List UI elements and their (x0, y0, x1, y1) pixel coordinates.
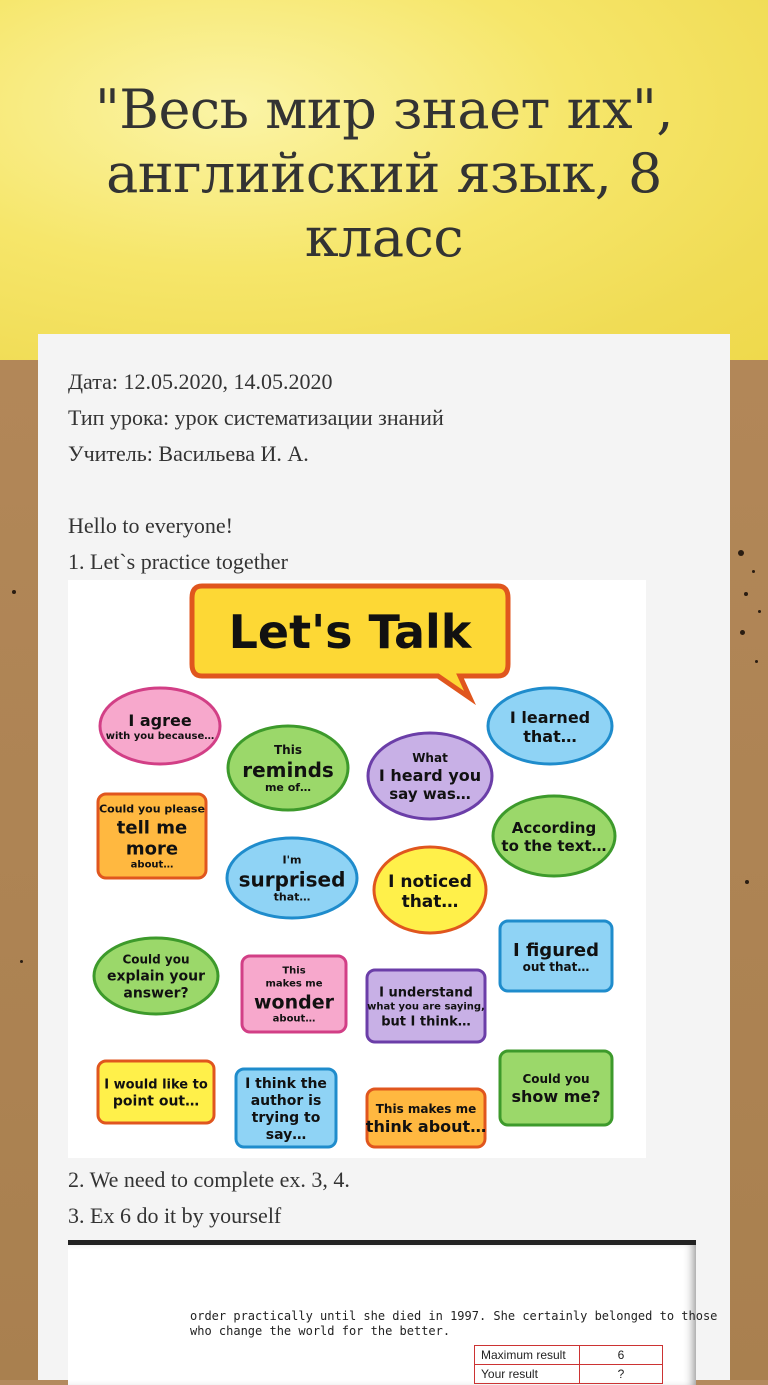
page-title (60, 78, 708, 270)
table-row (475, 1365, 663, 1384)
result-table (474, 1345, 663, 1384)
bubble-text: answer? (123, 985, 189, 1002)
speech-bubble (374, 847, 486, 933)
bubble-text: think about… (365, 1117, 487, 1136)
bubble-text: I would like to (104, 1077, 208, 1093)
greeting-text: Hello to everyone! (68, 513, 233, 538)
bubble-text: about… (130, 859, 174, 871)
bubble-text: Could you please (99, 802, 205, 816)
max-result-label: Maximum result (475, 1346, 580, 1365)
bubble-text: Could you (122, 952, 190, 967)
bubble-text: I figured (513, 940, 599, 961)
lesson-type: Тип урока: урок систематизации знаний (68, 405, 444, 430)
poster-title: Let's Talk (228, 605, 472, 659)
bubble-text: wonder (254, 991, 334, 1014)
header-banner (0, 0, 768, 360)
bubble-text: What (412, 751, 448, 765)
bubble-text: This (274, 743, 302, 757)
exercise-scan (68, 1240, 718, 1385)
steps-after-poster (68, 1162, 708, 1234)
speech-bubble (366, 1089, 486, 1147)
bubble-text: with you because… (105, 731, 215, 742)
speech-bubble (94, 938, 218, 1014)
exercise-line-1: order practically until she died in 1997. She certainly belonged to those (190, 1309, 718, 1323)
speech-bubble (493, 796, 615, 876)
bubble-text: that… (273, 890, 311, 904)
bubble-text: show me? (511, 1087, 601, 1106)
bubble-text: point out… (112, 1093, 200, 1110)
speech-bubble (367, 970, 485, 1042)
speech-bubble (227, 838, 357, 918)
bubble-text: about… (272, 1013, 316, 1025)
bubble-text: to the text… (501, 837, 607, 855)
title-line-3: класс (304, 206, 464, 269)
title-line-1: "Весь мир знает их", (94, 78, 674, 141)
speech-bubble (98, 794, 206, 878)
bubble-text: reminds (242, 758, 334, 782)
table-row (475, 1346, 663, 1365)
your-result-label: Your result (475, 1365, 580, 1384)
lesson-date: Дата: 12.05.2020, 14.05.2020 (68, 369, 333, 394)
exercise-line-2: who change the world for the better. (190, 1324, 451, 1338)
bubble-text: out that… (522, 960, 590, 974)
speech-bubble (500, 1051, 612, 1125)
bubble-text: trying to (251, 1110, 321, 1126)
bubble-text: more (125, 838, 179, 860)
speech-bubble (236, 1069, 336, 1147)
step-2-text: 2. We need to complete ex. 3, 4. (68, 1167, 350, 1192)
bubble-text: that… (401, 892, 459, 912)
step-1-text: 1. Let`s practice together (68, 549, 288, 574)
speech-bubble (368, 733, 492, 819)
speech-bubble (228, 726, 348, 810)
bubble-text: I understand (379, 985, 473, 1001)
bubble-text: I think the (245, 1076, 327, 1092)
bubble-text: makes me (265, 978, 323, 990)
content-card (38, 334, 730, 1380)
bubble-text: that… (523, 727, 577, 746)
title-line-2: английский язык, 8 (106, 142, 662, 205)
your-result-value: ? (580, 1365, 663, 1384)
speech-bubble (500, 921, 612, 991)
bubble-text: say… (265, 1127, 307, 1143)
lesson-teacher: Учитель: Васильева И. А. (68, 441, 309, 466)
bubble-text: but I think… (381, 1014, 471, 1030)
bubble-text: I agree (128, 711, 192, 730)
bubble-text: say was… (389, 785, 471, 803)
bubble-text: I'm (282, 853, 302, 867)
bubble-text: me of… (264, 781, 312, 794)
bubble-text: what you are saying, (367, 1001, 485, 1013)
bubble-text: I learned (509, 708, 591, 727)
speech-bubble (488, 688, 612, 764)
step-3-text: 3. Ex 6 do it by yourself (68, 1203, 282, 1228)
bubble-text: author is (250, 1093, 322, 1109)
max-result-value: 6 (580, 1346, 663, 1365)
poster-title-bubble (192, 586, 508, 698)
speech-bubble (98, 1061, 214, 1123)
bubble-text: explain your (106, 968, 206, 985)
lets-talk-poster (68, 580, 646, 1158)
poster-graphic (68, 580, 646, 1158)
speech-bubble (242, 956, 346, 1032)
bubble-text: According (511, 819, 597, 837)
bubble-text: tell me (116, 817, 188, 839)
bubble-text: I noticed (388, 872, 472, 892)
bubble-text: Could you (522, 1072, 590, 1086)
speech-bubble (100, 688, 220, 764)
bubble-text: I heard you (378, 766, 482, 785)
bubble-text: This (282, 965, 306, 977)
bubble-text: This makes me (375, 1102, 477, 1116)
bubble-text: surprised (238, 867, 346, 892)
lesson-meta (68, 364, 708, 580)
exercise-text (190, 1309, 718, 1339)
